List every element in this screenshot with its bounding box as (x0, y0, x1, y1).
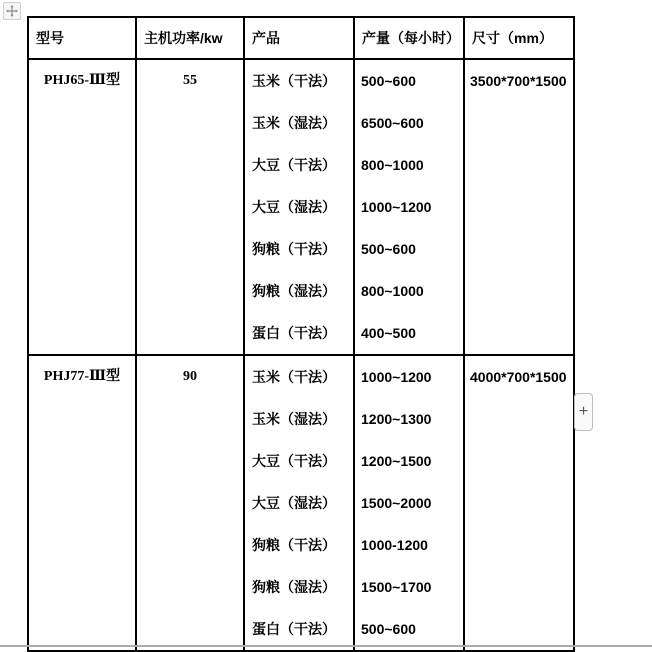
power-value: 90 (183, 369, 197, 384)
power-value: 55 (183, 73, 197, 88)
product-line: 蛋白（干法） (252, 325, 336, 341)
power-cell[interactable] (136, 355, 244, 651)
output-line: 1200~1300 (361, 411, 432, 427)
product-line: 大豆（湿法） (252, 199, 336, 215)
header-model[interactable]: 型号 (28, 17, 136, 59)
size-cell[interactable] (464, 59, 574, 355)
product-line: 狗粮（干法） (252, 537, 336, 553)
output-line: 500~600 (361, 73, 416, 89)
model-cell[interactable] (28, 59, 136, 355)
move-icon (6, 5, 18, 17)
output-line: 800~1000 (361, 283, 424, 299)
power-cell[interactable] (136, 59, 244, 355)
output-line: 500~600 (361, 241, 416, 257)
table-row-phj77 (28, 355, 574, 651)
product-line: 玉米（干法） (252, 369, 336, 385)
product-line: 大豆（干法） (252, 453, 336, 469)
product-line: 狗粮（湿法） (252, 579, 336, 595)
header-power[interactable]: 主机功率/kw (136, 17, 244, 59)
product-cell[interactable] (244, 355, 354, 651)
spec-table (27, 16, 575, 652)
model-value: PHJ77-Ⅲ型 (43, 369, 121, 384)
output-line: 1500~1700 (361, 579, 432, 595)
output-line: 1500~2000 (361, 495, 432, 511)
table-row-phj65 (28, 59, 574, 355)
product-line: 狗粮（干法） (252, 241, 336, 257)
output-line: 1200~1500 (361, 453, 432, 469)
table-move-handle[interactable] (3, 2, 21, 20)
size-cell[interactable] (464, 355, 574, 651)
output-line: 400~500 (361, 325, 416, 341)
output-line: 500~600 (361, 621, 416, 637)
output-line: 6500~600 (361, 115, 424, 131)
product-line: 大豆（干法） (252, 157, 336, 173)
header-product[interactable]: 产品 (244, 17, 354, 59)
header-row (28, 17, 574, 59)
output-line: 1000~1200 (361, 369, 432, 385)
product-line: 狗粮（湿法） (252, 283, 336, 299)
product-cell[interactable] (244, 59, 354, 355)
header-output[interactable]: 产量（每小时） (354, 17, 464, 59)
output-cell[interactable] (354, 355, 464, 651)
size-value: 3500*700*1500 (470, 73, 567, 89)
product-line: 玉米（湿法） (252, 115, 336, 131)
output-line: 1000~1200 (361, 199, 432, 215)
size-value: 4000*700*1500 (470, 369, 567, 385)
product-line: 大豆（湿法） (252, 495, 336, 511)
product-line: 玉米（湿法） (252, 411, 336, 427)
insert-row-button[interactable] (574, 393, 593, 431)
model-value: PHJ65-Ⅲ型 (43, 73, 121, 88)
header-size[interactable]: 尺寸（mm） (464, 17, 574, 59)
output-line: 800~1000 (361, 157, 424, 173)
output-cell[interactable] (354, 59, 464, 355)
plus-icon: + (578, 403, 589, 420)
product-line: 蛋白（干法） (252, 621, 336, 637)
model-cell[interactable] (28, 355, 136, 651)
output-line: 1000-1200 (361, 537, 428, 553)
product-line: 玉米（干法） (252, 73, 336, 89)
